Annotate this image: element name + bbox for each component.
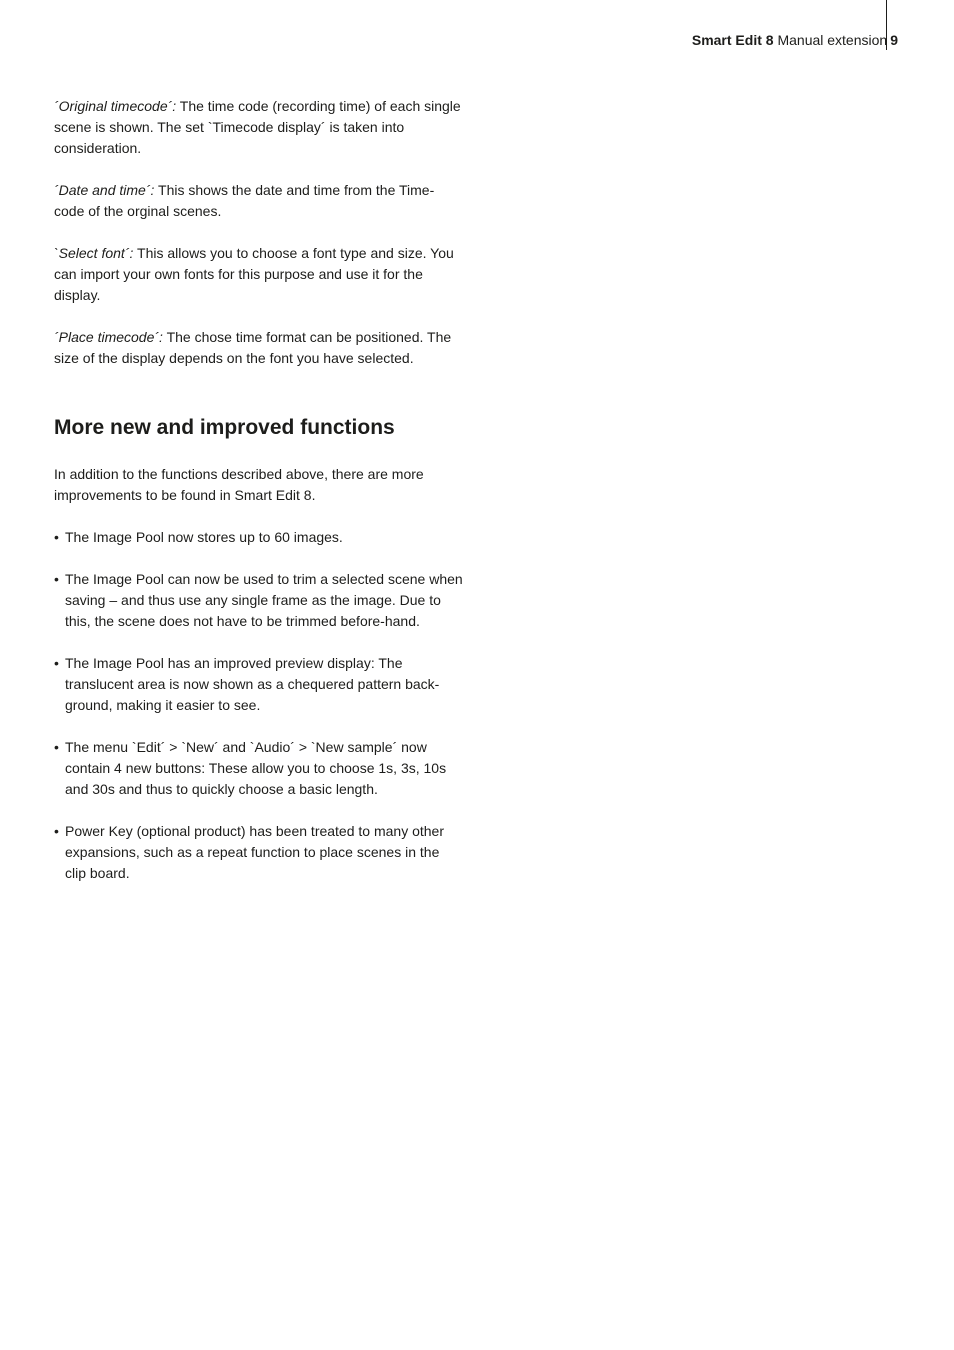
bullet-icon: • [54,823,59,839]
list-item [54,527,464,548]
definition-term: ´Place timecode´: [54,329,163,345]
bullet-icon: • [54,529,59,545]
product-name: Smart Edit 8 [691,32,774,48]
section-title: More new and improved functions [54,416,395,439]
feature-list [54,527,464,884]
page-number: 9 [890,32,898,48]
definition-text: This shows the date and time from the Time-code of the orginal scenes. [54,182,435,219]
definition-text: The time code (recording time) of each single scene is shown. The set `Timecode display´ is taken into consideration. [54,98,461,156]
definition-term: ´Original timecode´: [54,98,177,114]
definition-select-font [54,243,464,306]
definition-text: The chose time format can be positioned. The size of the display depends on the font you have selected. [54,329,452,366]
bullet-icon: • [54,655,59,671]
main-content [54,96,464,905]
list-item-text: The Image Pool has an improved preview display: The translucent area is now shown as a chequered pattern back-ground, making it easier to see. [65,655,440,713]
section-intro: In addition to the functions described above, there are more improvements to be found in Smart Edit 8. [54,466,424,503]
list-item-text: The Image Pool can now be used to trim a selected scene when saving – and thus use any single frame as the image. Due to this, the scene does not have to be trimmed before-hand. [65,571,463,629]
list-item-text: The Image Pool now stores up to 60 images. [65,529,343,545]
header-subtitle: Manual extension [777,32,888,48]
list-item [54,821,464,884]
definition-original-timecode [54,96,464,159]
page-header [692,31,898,49]
list-item [54,653,464,716]
definition-text: This allows you to choose a font type and size. You can import your own fonts for this purpose and use it for the display. [54,245,454,303]
definition-term: `Select font´: [54,245,134,261]
bullet-icon: • [54,739,59,755]
definition-term: ´Date and time´: [54,182,155,198]
list-item [54,737,464,800]
list-item-text: The menu `Edit´ > `New´ and `Audio´ > `New sample´ now contain 4 new buttons: These allow you to choose 1s, 3s, 10s and 30s and thus to quickly choose a basic length. [65,739,447,797]
bullet-icon: • [54,571,59,587]
definition-date-and-time [54,180,464,222]
list-item [54,569,464,632]
definition-place-timecode [54,327,464,369]
list-item-text: Power Key (optional product) has been treated to many other expansions, such as a repeat function to place scenes in the clip board. [65,823,444,881]
